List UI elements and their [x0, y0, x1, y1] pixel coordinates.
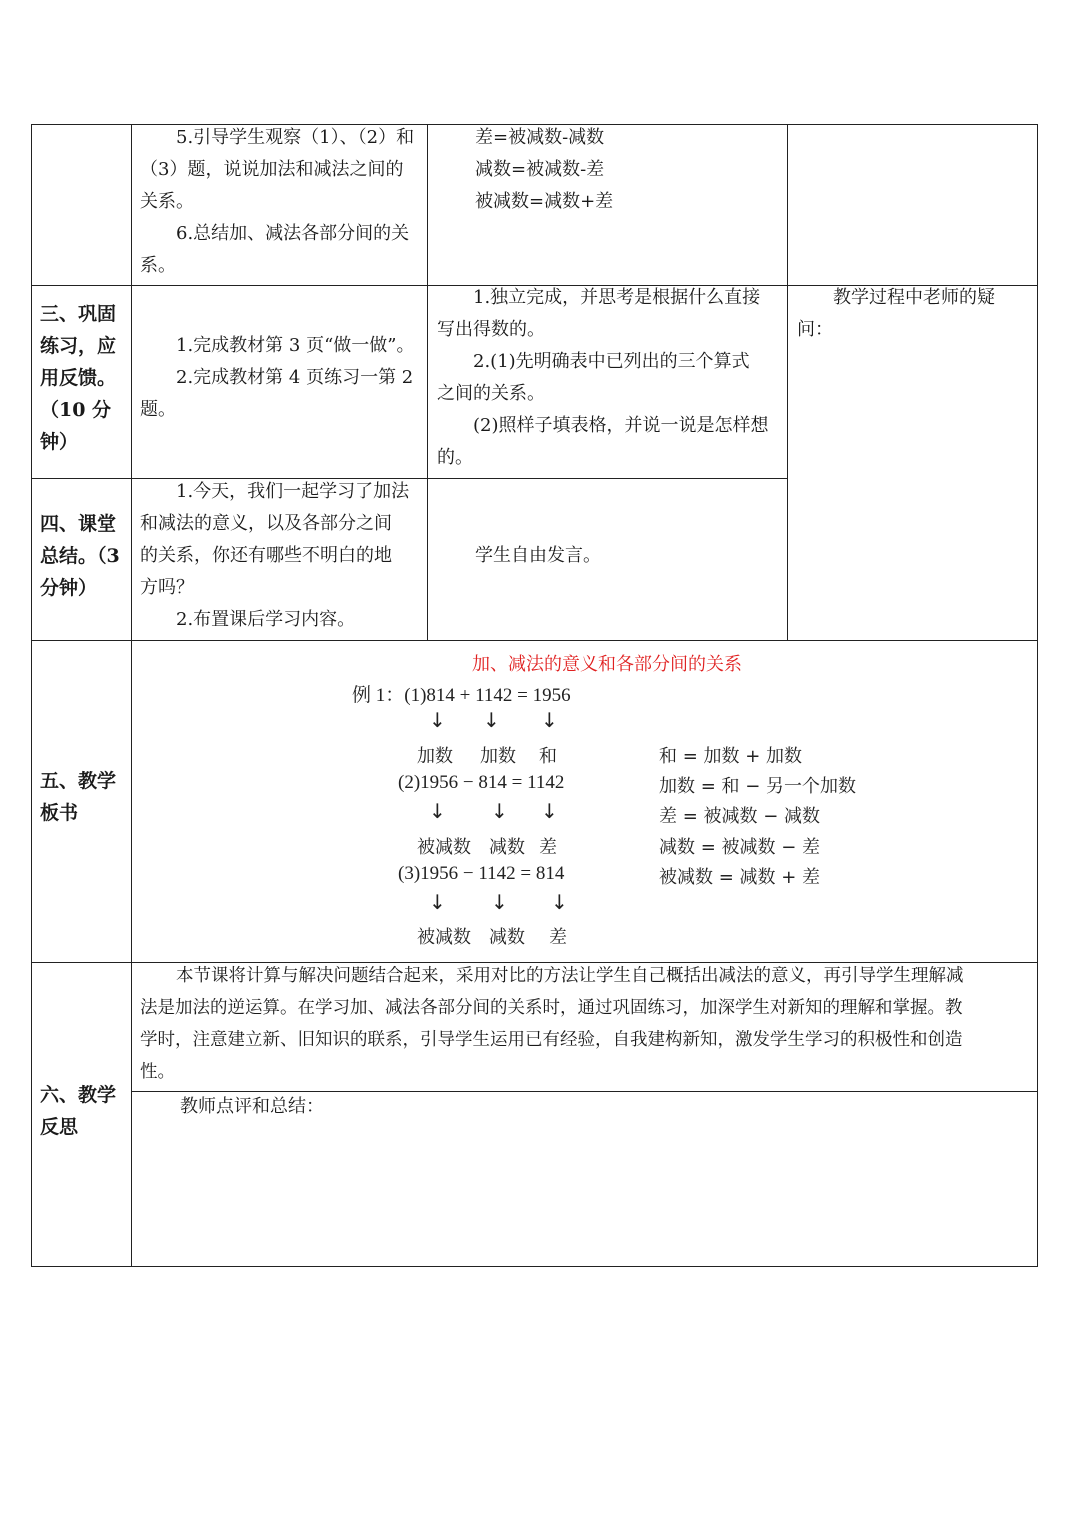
down-arrow-icon: ↓ [551, 890, 568, 914]
process-line: 5.引导学生观察（1）、（2）和 [176, 127, 415, 148]
board-rule: 和 = 加数 + 加数 [659, 746, 803, 767]
down-arrow-icon: ↓ [483, 708, 500, 732]
row3-process-cell [140, 476, 425, 636]
note-line: 问： [797, 319, 833, 340]
board-rule: 加数 = 和 − 另一个加数 [659, 776, 857, 797]
stage-line: 总结。（3 [40, 545, 120, 567]
board-label: 差 [549, 927, 567, 948]
row2-note-cell [797, 282, 1029, 346]
process-line: （3）题，说说加法和减法之间的 [140, 159, 404, 180]
board-label: 和 [539, 746, 557, 767]
student-line: 学生自由发言。 [475, 545, 601, 566]
formula-line: 差=被减数-减数 [475, 127, 605, 148]
stage-line: （10 分 [40, 399, 112, 421]
process-line: 题。 [140, 399, 176, 420]
stage-line: 四、课堂 [40, 513, 117, 535]
board-label: 被减数 [417, 927, 471, 948]
board-label: 加数 [417, 746, 453, 767]
stage-line: 分钟） [40, 577, 98, 599]
stage-line: 五、教学 [40, 770, 117, 792]
stage-line: 板书 [40, 802, 79, 824]
stage-line: 三、巩固 [40, 303, 117, 325]
row1-process-cell [140, 122, 422, 282]
down-arrow-icon: ↓ [429, 799, 446, 823]
process-line: 系。 [140, 255, 176, 276]
student-line: 之间的关系。 [437, 383, 545, 404]
formula-line: 减数=被减数-差 [475, 159, 605, 180]
process-line: 关系。 [140, 191, 194, 212]
board-label: 减数 [489, 927, 525, 948]
formula-line: 被减数=减数+差 [475, 191, 614, 212]
down-arrow-icon: ↓ [429, 890, 446, 914]
note-line: 教学过程中老师的疑 [833, 287, 995, 308]
board-example-1: 例 1：(1)814 + 1142 = 1956 [352, 685, 571, 706]
student-line: 的。 [437, 447, 473, 468]
teacher-review-label: 教师点评和总结： [180, 1096, 324, 1117]
stage-label-reflection [40, 1079, 125, 1143]
board-rule: 被减数 = 减数 + 差 [659, 867, 821, 888]
board-example-2: (2)1956 − 814 = 1142 [398, 772, 565, 793]
reflection-line: 本节课将计算与解决问题结合起来，采用对比的方法让学生自己概括出减法的意义，再引导学生理解减 [176, 966, 964, 986]
stage-line: 六、教学 [40, 1084, 117, 1106]
teacher-review [180, 1091, 680, 1123]
stage-line: 练习，应 [40, 335, 117, 357]
row3-student-cell [475, 540, 775, 572]
process-line: 的关系，你还有哪些不明白的地 [140, 545, 392, 566]
process-line: 2.布置课后学习内容。 [176, 609, 356, 630]
down-arrow-icon: ↓ [541, 799, 558, 823]
reflection-text [140, 960, 1030, 1088]
down-arrow-icon: ↓ [429, 708, 446, 732]
stage-label-board [40, 765, 125, 829]
reflection-line: 性。 [140, 1062, 175, 1082]
process-line: 6.总结加、减法各部分间的关 [176, 223, 410, 244]
stage-line: 反思 [40, 1116, 79, 1138]
process-line: 方吗？ [140, 577, 194, 598]
board-label: 差 [539, 837, 557, 858]
board-label: 减数 [489, 837, 525, 858]
process-line: 2.完成教材第 4 页练习一第 2 [176, 367, 414, 388]
reflection-line: 学时，注意建立新、旧知识的联系，引导学生运用已有经验，自我建构新知，激发学生学习的积极性和创造 [140, 1030, 963, 1050]
process-line: 和减法的意义，以及各部分之间 [140, 513, 392, 534]
board-label: 被减数 [417, 837, 471, 858]
student-line: 2.(1)先明确表中已列出的三个算式 [473, 351, 750, 372]
down-arrow-icon: ↓ [541, 708, 558, 732]
stage-line: 钟） [40, 431, 79, 453]
row2-process-cell [140, 330, 425, 426]
student-line: (2)照样子填表格，并说一说是怎样想 [473, 415, 769, 436]
down-arrow-icon: ↓ [491, 799, 508, 823]
stage-line: 用反馈。 [40, 367, 117, 389]
row2-student-cell [437, 282, 782, 474]
reflection-line: 法是加法的逆运算。在学习加、减法各部分间的关系时，通过巩固练习，加深学生对新知的理解和掌握。教 [140, 998, 963, 1018]
board-rule: 差 = 被减数 − 减数 [659, 806, 821, 827]
stage-label-consolidation [40, 298, 125, 458]
process-line: 1.今天，我们一起学习了加法 [176, 481, 410, 502]
down-arrow-icon: ↓ [491, 890, 508, 914]
student-line: 1.独立完成，并思考是根据什么直接 [473, 287, 761, 308]
board-label: 加数 [480, 746, 516, 767]
process-line: 1.完成教材第 3 页“做一做”。 [176, 335, 415, 356]
board-title: 加、减法的意义和各部分间的关系 [472, 654, 742, 675]
stage-label-summary [40, 508, 125, 604]
row1-student-cell [475, 122, 775, 218]
board-rule: 减数 = 被减数 − 差 [659, 837, 821, 858]
student-line: 写出得数的。 [437, 319, 545, 340]
board-example-3: (3)1956 − 1142 = 814 [398, 863, 565, 884]
